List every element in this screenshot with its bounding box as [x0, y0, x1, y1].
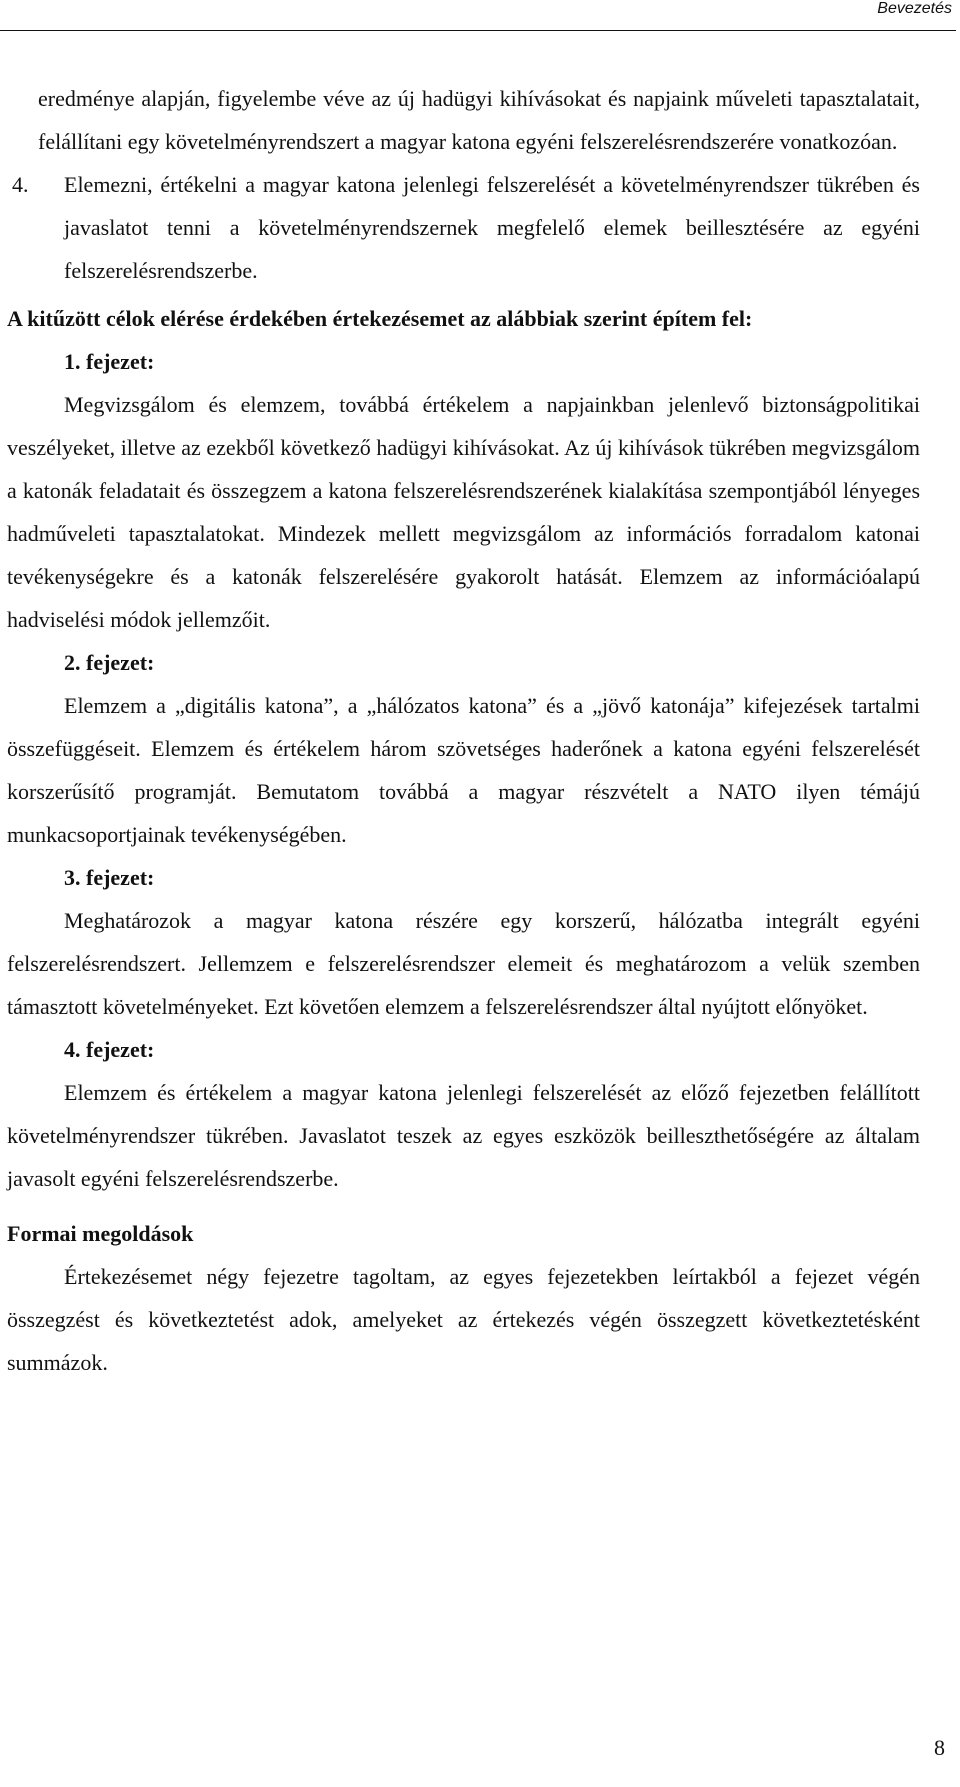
- page-body: [7, 77, 920, 1384]
- goal-4-text: Elemezni, értékelni a magyar katona jelenlegi felszerelését a követelményrendszer tükrében és javaslatot tenni a követelményrendszernek megfelelő elemek beillesztésére az egyéni felszerelésrendszerbe.: [64, 172, 920, 283]
- goal-4-number: 4.: [12, 172, 29, 197]
- chapter-text: Elemzem a „digitális katona”, a „hálózatos katona” és a „jövő katonája” kifejezések tartalmi összefüggéseit. Elemzem és értékelem három szövetséges haderőnek a katona egyéni felszerelését korszerűsítő programját. Bemutatom továbbá a magyar részvételt a NATO ilyen témájú munkacsoportjainak tevékenységében.: [7, 693, 920, 847]
- formai-text: Értekezésemet négy fejezetre tagoltam, az egyes fejezetekben leírtakból a fejezet végén összegzést és következtetést adok, amelyeket az értekezés végén összegzett következtetésként summázok.: [7, 1264, 920, 1375]
- chapter-text: Megvizsgálom és elemzem, továbbá értékelem a napjainkban jelenlevő biztonságpolitikai veszélyeket, illetve az ezekből következő hadügyi kihívásokat. Az új kihívások tükrében megvizsgálom a katonák feladatait és összegzem a katona felszerelésrendszerének kialakítása szempontjából lényeges hadműveleti tapasztalatokat. Mindezek mellett megvizsgálom az információs forradalom katonai tevékenységekre és a katonák felszerelésére gyakorolt hatását. Elemzem az információalapú hadviselési módok jellemzőit.: [7, 392, 920, 632]
- structure-heading: A kitűzött célok elérése érdekében értekezésemet az alábbiak szerint építem fel:: [7, 306, 753, 331]
- chapter-heading: 3. fejezet:: [64, 865, 155, 890]
- page-number: 8: [934, 1735, 945, 1760]
- chapter-3: [7, 856, 920, 1028]
- chapter-heading: 4. fejezet:: [64, 1037, 155, 1062]
- chapter-heading: 1. fejezet:: [64, 349, 155, 374]
- chapter-1: [7, 340, 920, 641]
- header-rule: [0, 30, 956, 31]
- goal-continuation-paragraph: eredménye alapján, figyelembe véve az új hadügyi kihívásokat és napjaink műveleti tapasztalatait, felállítani egy követelményrendszert a magyar katona egyéni felszerelésrendszerére vonatkozóan.: [38, 86, 920, 154]
- chapter-2: [7, 641, 920, 856]
- running-header: Bevezetés: [877, 0, 952, 17]
- chapter-text: Elemzem és értékelem a magyar katona jelenlegi felszerelését az előző fejezetben felállított követelményrendszer tükrében. Javaslatot teszek az egyes eszközök beilleszthetőségére az általam javasolt egyéni felszerelésrendszerbe.: [7, 1080, 920, 1191]
- chapter-heading: 2. fejezet:: [64, 650, 155, 675]
- goal-4-item: [12, 163, 920, 292]
- formai-heading: Formai megoldások: [7, 1221, 194, 1246]
- chapter-4: [7, 1028, 920, 1200]
- chapter-text: Meghatározok a magyar katona részére egy korszerű, hálózatba integrált egyéni felszerelésrendszert. Jellemzem e felszerelésrendszer elemeit és meghatározom a velük szemben támasztott követelményeket. Ezt követően elemzem a felszerelésrendszer által nyújtott előnyöket.: [7, 908, 920, 1019]
- goal-list: [7, 77, 920, 292]
